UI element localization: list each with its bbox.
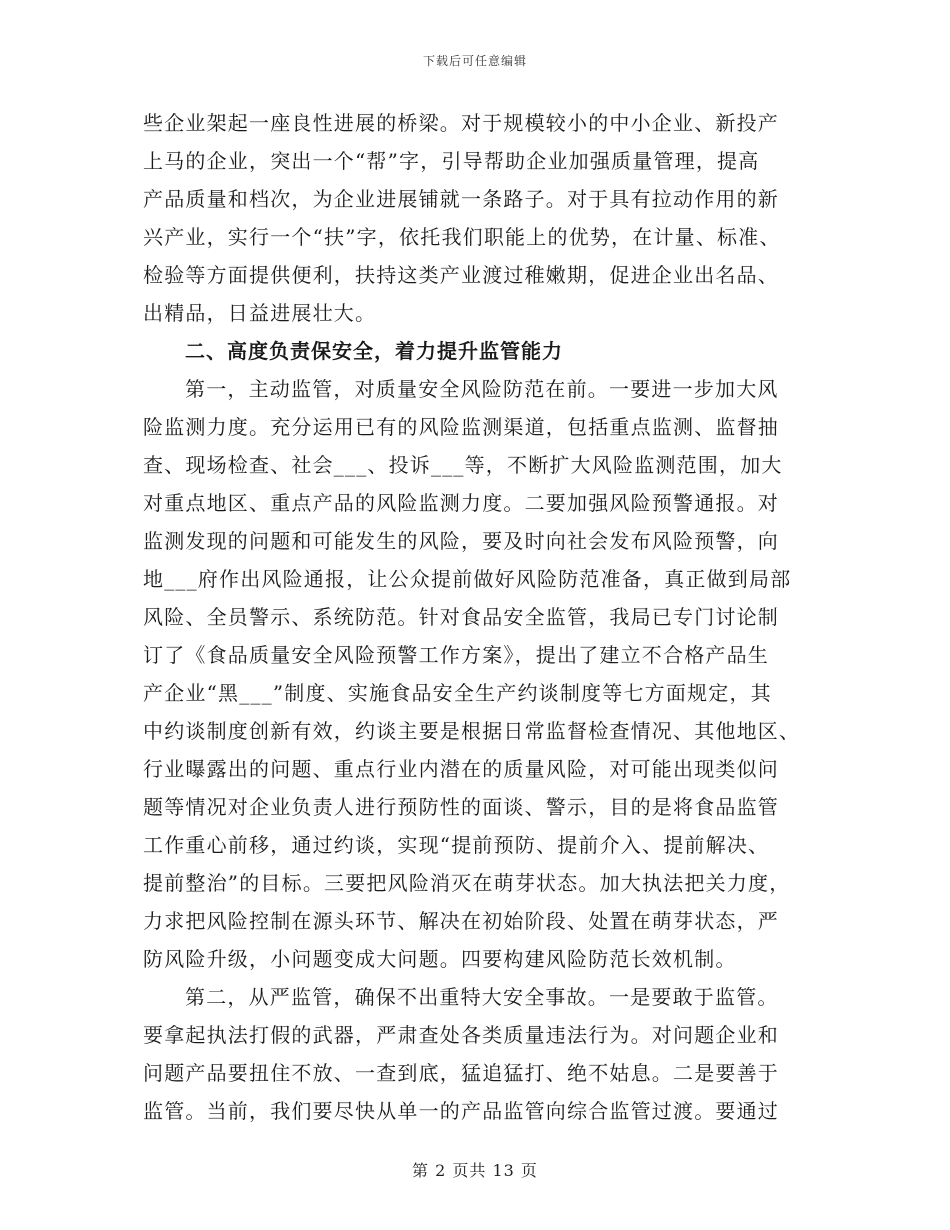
paragraph-line: 问题产品要扭住不放、一查到底，猛追猛打、绝不姑息。二是要善于	[143, 1061, 779, 1085]
paragraph-line: 第二，从严监管，确保不出重特大安全事故。一是要敢于监管。	[185, 985, 779, 1009]
paragraph-line: 出精品，日益进展壮大。	[143, 301, 377, 325]
paragraph-line: 防风险升级，小问题变成大问题。四要构建风险防范长效机制。	[143, 947, 737, 971]
paragraph-line: 监管。当前，我们要尽快从单一的产品监管向综合监管过渡。要通过	[143, 1099, 779, 1123]
paragraph-line: 产品质量和档次，为企业进展铺就一条路子。对于具有拉动作用的新	[143, 187, 779, 211]
paragraph-line: 检验等方面提供便利，扶持这类产业渡过稚嫩期，促进企业出名品、	[143, 263, 779, 287]
paragraph-line: 订了《食品质量安全风险预警工作方案》，提出了建立不合格产品生	[143, 643, 769, 667]
page-number: 第 2 页共 13 页	[412, 1161, 538, 1180]
paragraph-line: 行业曝露出的问题、重点行业内潜在的质量风险，对可能出现类似问	[143, 757, 779, 781]
paragraph-line: 险监测力度。充分运用已有的风险监测渠道，包括重点监测、监督抽	[143, 415, 779, 439]
paragraph-line: 些企业架起一座良性进展的桥梁。对于规模较小的中小企业、新投产	[143, 111, 779, 135]
paragraph-line: 中约谈制度创新有效，约谈主要是根据日常监督检查情况、其他地区、	[143, 719, 801, 743]
paragraph-line: 上马的企业，突出一个“帮”字，引导帮助企业加强质量管理，提高	[143, 149, 760, 173]
paragraph-line: 兴产业，实行一个“扶”字，依托我们职能上的优势，在计量、标准、	[143, 225, 781, 249]
paragraph-line: 要拿起执法打假的武器，严肃查处各类质量违法行为。对问题企业和	[143, 1023, 779, 1047]
paragraph-line: 对重点地区、重点产品的风险监测力度。二要加强风险预警通报。对	[143, 491, 779, 515]
paragraph-line: 提前整治”的目标。三要把风险消灭在萌芽状态。加大执法把关力度，	[143, 871, 791, 895]
paragraph-line: 查、现场检查、社会___、投诉___等，不断扩大风险监测范围，加大	[143, 453, 783, 477]
document-body	[143, 104, 807, 1130]
paragraph-line: 工作重心前移，通过约谈，实现“提前预防、提前介入、提前解决、	[143, 833, 770, 857]
page-header: 下载后可任意编辑	[422, 54, 527, 68]
paragraph-line: 第一，主动监管，对质量安全风险防范在前。一要进一步加大风	[185, 377, 779, 401]
paragraph-line: 监测发现的问题和可能发生的风险，要及时向社会发布风险预警，向	[143, 529, 779, 553]
paragraph-line: 题等情况对企业负责人进行预防性的面谈、警示，目的是将食品监管	[143, 795, 779, 819]
paragraph-line: 力求把风险控制在源头环节、解决在初始阶段、处置在萌芽状态，严	[143, 909, 779, 933]
section-heading: 二、高度负责保安全，着力提升监管能力	[185, 339, 563, 363]
paragraph-line: 地___府作出风险通报，让公众提前做好风险防范准备，真正做到局部	[143, 567, 792, 591]
paragraph-line: 产企业“黑___”制度、实施食品安全生产约谈制度等七方面规定，其	[143, 681, 772, 705]
paragraph-line: 风险、全员警示、系统防范。针对食品安全监管，我局已专门讨论制	[143, 605, 779, 629]
